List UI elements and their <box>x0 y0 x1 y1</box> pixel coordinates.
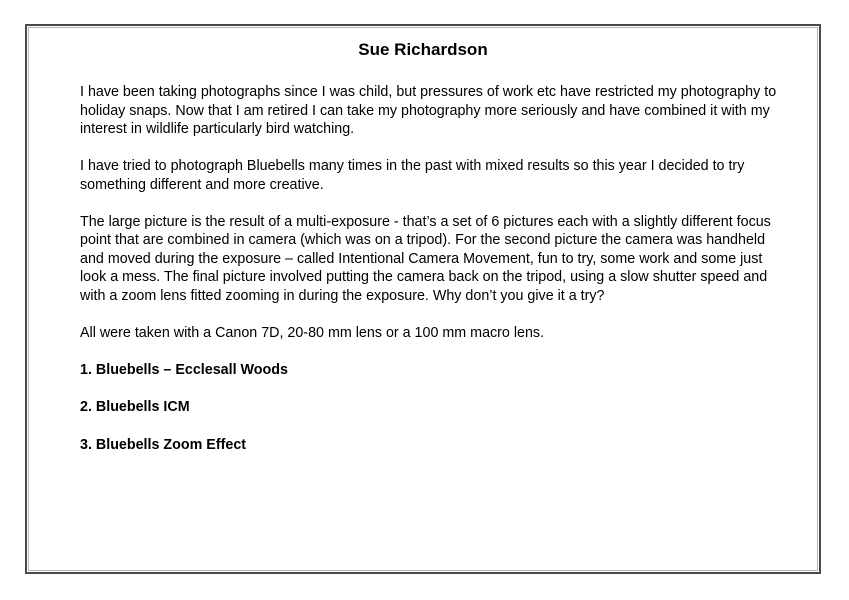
page-border <box>25 24 821 574</box>
picture-title-1: 1. Bluebells – Ecclesall Woods <box>80 361 288 378</box>
picture-title-3: 3. Bluebells Zoom Effect <box>80 436 247 453</box>
paragraph-equipment: All were taken with a Canon 7D, 20-80 mm lens or a 100 mm macro lens. <box>80 324 545 341</box>
paragraph-intro: I have been taking photographs since I was child, but pressures of work etc have restricted my photography to holiday snaps. Now that I am retired I can take my photography more seriously and have combined it with my interest in wildlife particularly bird watching. <box>80 84 777 137</box>
page-title: Sue Richardson <box>358 40 488 59</box>
picture-title-2: 2. Bluebells ICM <box>80 399 190 415</box>
paragraph-techniques: The large picture is the result of a multi-exposure - that’s a set of 6 pictures each with a slightly different focus point that are combined in camera (which was on a tripod). For the second picture the camera was handheld and moved during the exposure – called Intentional Camera Movement, fun to try, some work and some just look a mess. The final picture involved putting the camera back on the tripod, using a slow shutter speed and with a zoom lens fitted zooming in during the exposure. Why don’t you give it a try? <box>80 213 771 304</box>
body-text <box>80 83 780 473</box>
paragraph-bluebells: I have tried to photograph Bluebells many times in the past with mixed results so this year I decided to try something different and more creative. <box>80 158 745 193</box>
